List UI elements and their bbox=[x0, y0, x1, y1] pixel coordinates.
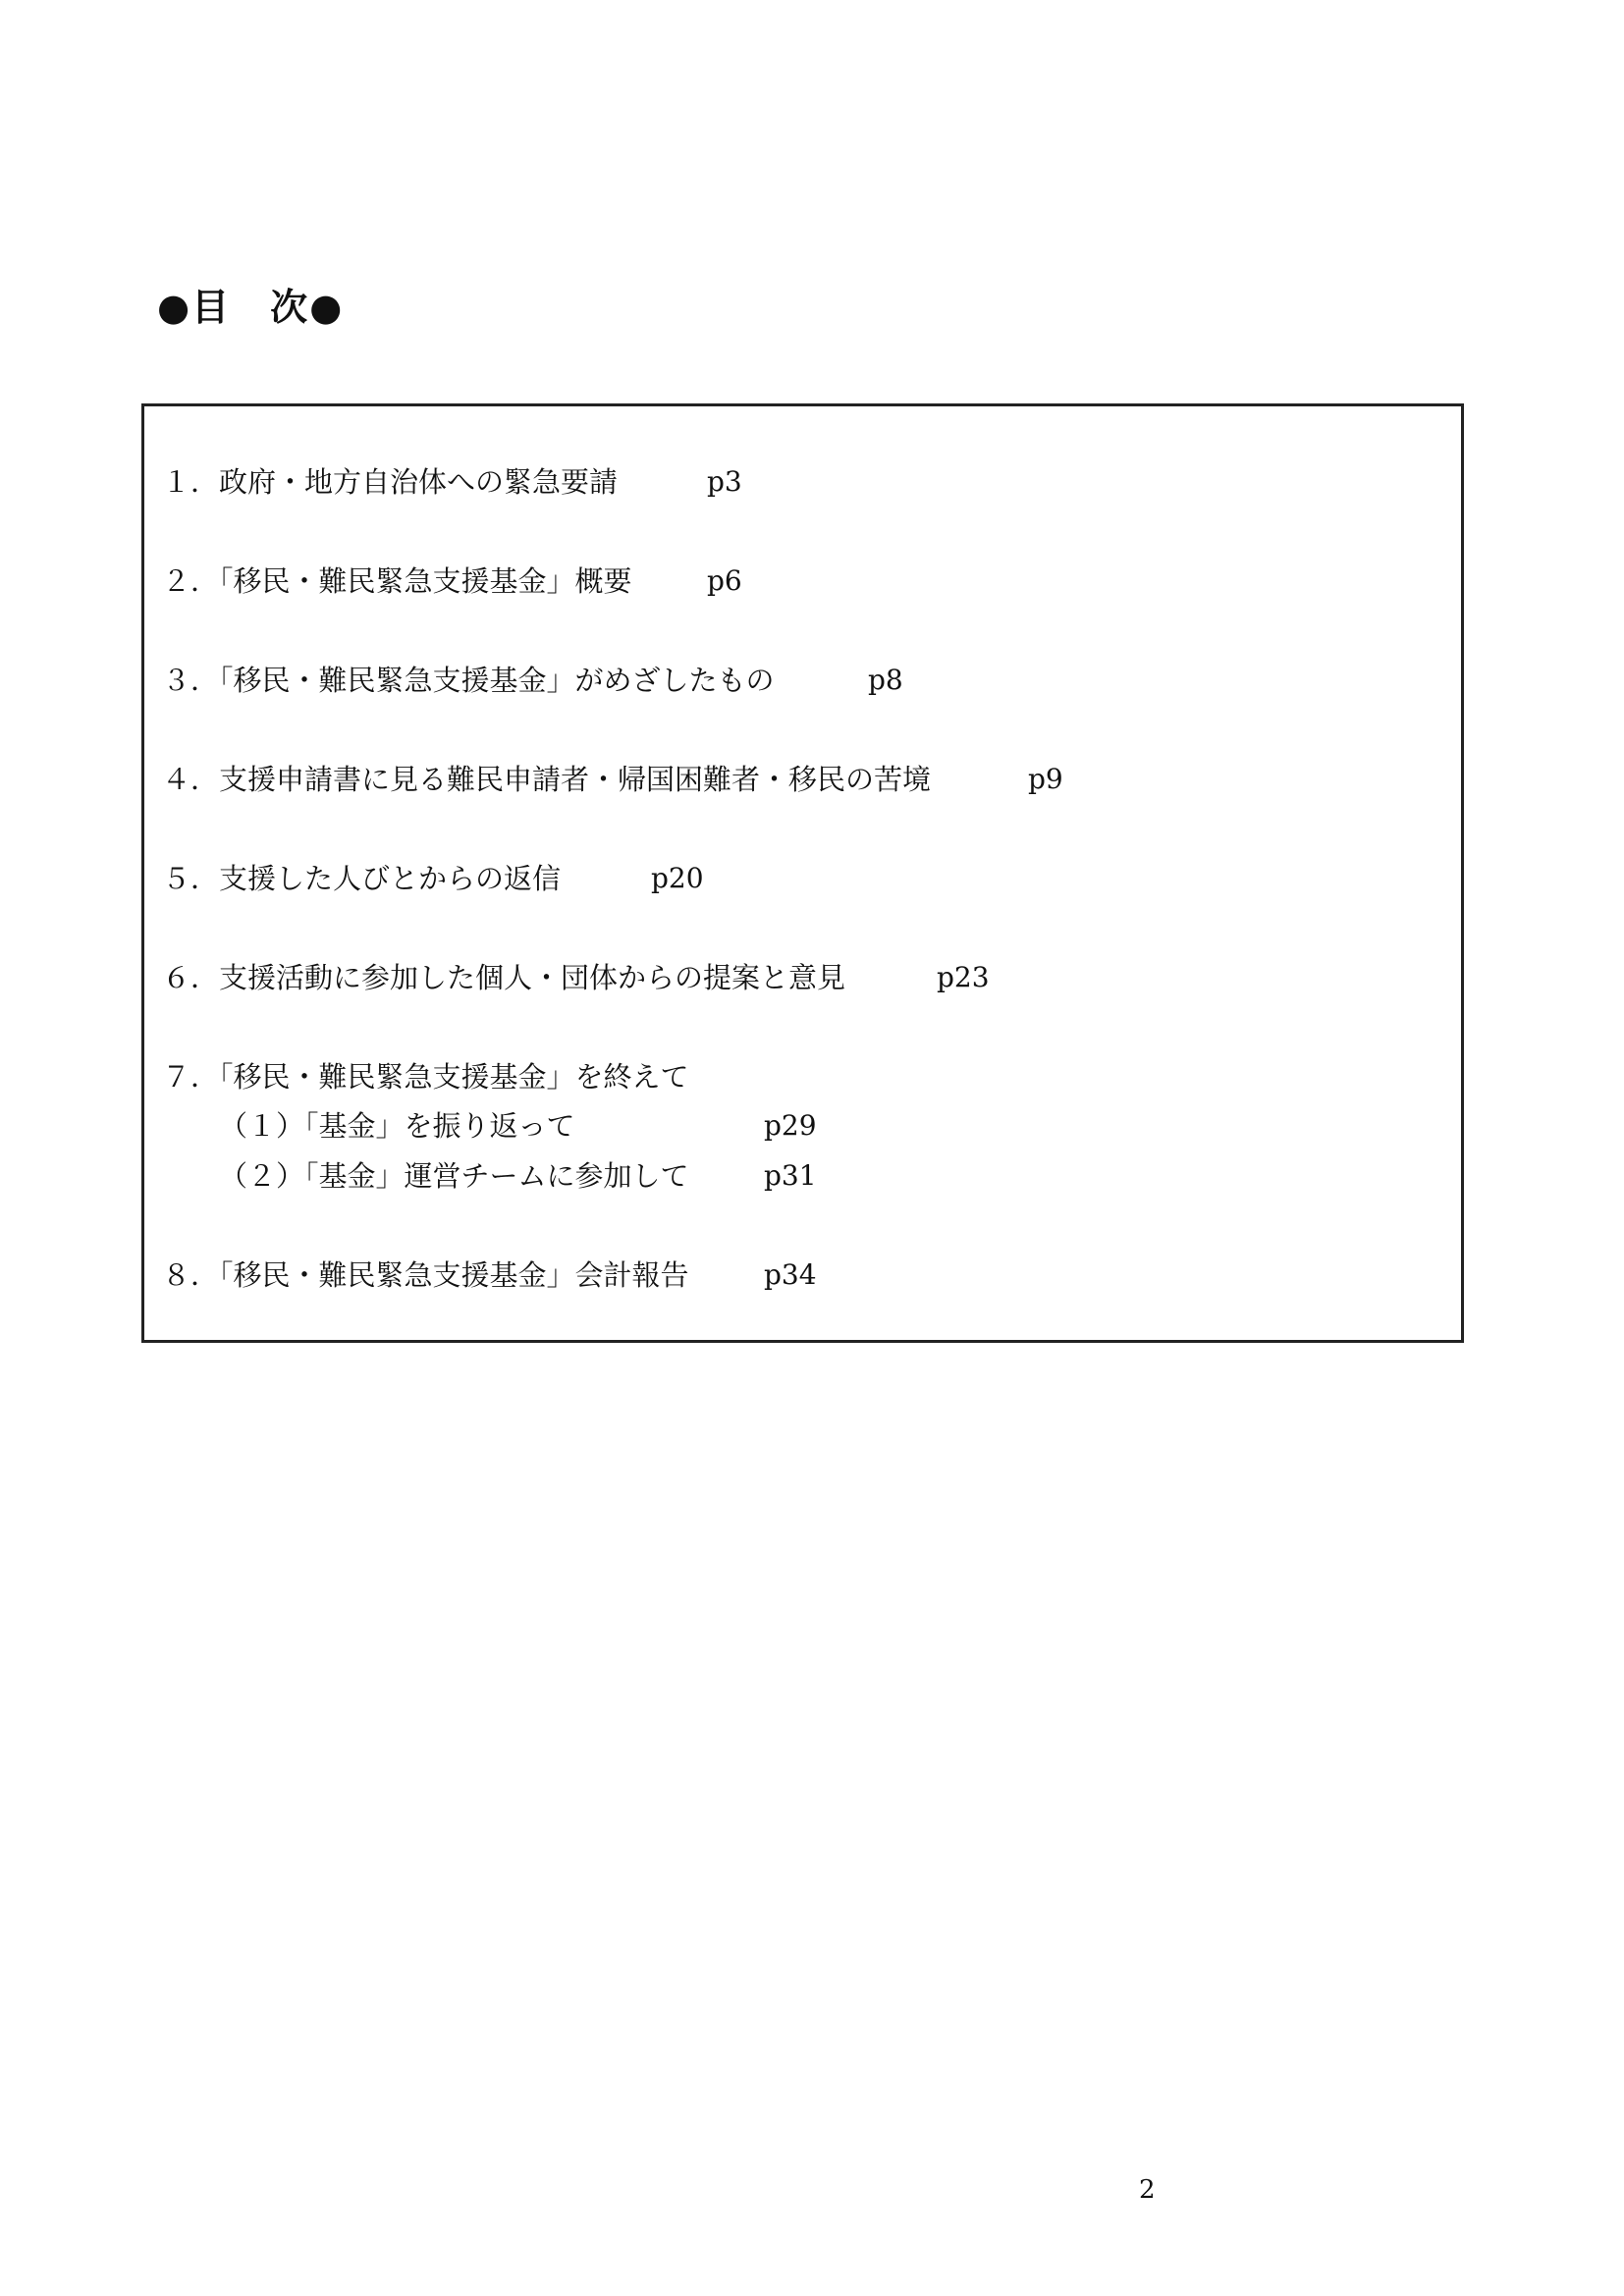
table-of-contents bbox=[141, 403, 1464, 1343]
toc-entry-label: ７．「移民・難民緊急支援基金」を終えて bbox=[162, 1060, 689, 1094]
toc-entry-page: p34 bbox=[764, 1258, 817, 1291]
toc-entry-page: p6 bbox=[707, 564, 742, 597]
toc-entry-page: p20 bbox=[651, 862, 704, 894]
toc-entry-page: p31 bbox=[764, 1159, 817, 1192]
toc-entry-page: p8 bbox=[868, 664, 903, 696]
toc-entry-label: ２．「移民・難民緊急支援基金」概要 bbox=[162, 564, 632, 598]
page-number: 2 bbox=[1139, 2175, 1156, 2205]
toc-entry-label: １．政府・地方自治体への緊急要請 bbox=[162, 465, 619, 499]
toc-entry-page: p3 bbox=[707, 465, 742, 498]
toc-entry-label: ５．支援した人びとからの返信 bbox=[162, 862, 562, 895]
toc-entry-label: （１）「基金」を振り返って bbox=[219, 1109, 575, 1143]
toc-entry-label: ８．「移民・難民緊急支援基金」会計報告 bbox=[162, 1258, 689, 1292]
toc-entry-label: ３．「移民・難民緊急支援基金」がめざしたもの bbox=[162, 664, 775, 697]
toc-entry-label: （２）「基金」運営チームに参加して bbox=[219, 1159, 689, 1193]
toc-entry-page: p23 bbox=[937, 961, 990, 993]
toc-entry-page: p29 bbox=[764, 1109, 817, 1142]
toc-entry-label: ４．支援申請書に見る難民申請者・帰国困難者・移民の苦境 bbox=[162, 763, 932, 796]
page-title: ●目 次● bbox=[157, 286, 345, 329]
toc-entry-label: ６．支援活動に参加した個人・団体からの提案と意見 bbox=[162, 961, 846, 994]
toc-entry-page: p9 bbox=[1028, 763, 1063, 795]
